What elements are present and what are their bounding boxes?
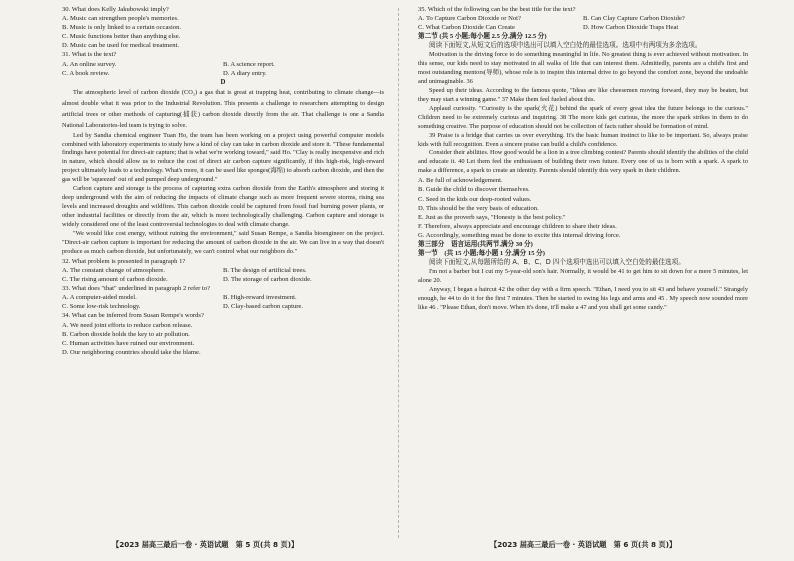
question-33-stem: 33. What does "that" underlined in paragraph 2 refer to? [62,285,211,293]
q31-options-row-2 [62,69,384,78]
q30-option-c: C. Music functions better than anything else. [62,33,181,41]
question-31-stem: 31. What is the text? [62,51,117,59]
column-divider [398,8,399,538]
q34-option-a: A. We need joint efforts to reduce carbon release. [62,321,193,329]
seven-choice-paragraph-2: Speed up their ideas. According to the famous quote, "Ideas are like cheesemen moving forward, they may be beaten, but they may start a winning game." 37 Make them feel fueled about this. [418,86,748,103]
q33-options-row-2 [62,302,384,311]
section-2-title: 第二节 (共 5 小题;每小题 2.5 分,满分 12.5 分) [418,33,547,41]
passage-d-label: D [220,78,226,86]
left-column [62,5,384,357]
q31-option-d: D. A diary entry. [223,69,267,77]
question-30-stem: 30. What does Kelly Jakubowski imply? [62,6,169,13]
choice-option-c: C. Seed in the kids our deep-rooted values. [418,195,532,203]
q34-option-c: C. Human activities have ruined our environment. [62,339,195,347]
choice-option-d: D. This should be the very basis of education. [418,204,539,212]
q30-option-b: B. Music is only linked to a certain occasion. [62,24,182,32]
seven-choice-paragraph-4: 39 Praise is a bridge that carries us over everything. It's the basic human instinct to like to be important. So, always praise kids with full recognition. Even a sincere praise can build a child's confidence. [418,131,748,148]
q33-option-a: A. A computer-aided model. [62,294,137,302]
part-3-title: 第三部分 语言运用(共两节,满分 30 分) [418,240,533,248]
question-32-stem: 32. What problem is presented in paragraph 1? [62,257,186,265]
q33-options-row-1 [62,293,384,302]
q32-option-c: C. The rising amount of carbon dioxide. [62,276,168,284]
choice-option-b: B. Guide the child to discover themselves. [418,186,530,194]
q35-option-c: C. What Carbon Dioxide Can Create [418,24,515,32]
q34-option-d: D. Our neighboring countries should take the blame. [62,348,201,356]
q35-options-row-1 [418,14,748,23]
choice-option-e: E. Just as the proverb says, "Honesty is the best policy." [418,213,566,221]
q31-option-a: A. An online survey. [62,60,117,68]
section-1-instructions: 阅读下面短文,从每题所给的 A、B、C、D 四个选项中选出可以填入空白处的最佳选项。 [429,258,685,267]
seven-choice-paragraph-5: Consider their abilities. How good would be a lion in a tree climbing contest? Parents should identify the abilities of the child and educate it. 40 Let them feel the enthusiasm of building their own future. Every one of us is born with a spark. A spark to make a difference, a spark to create an identity. Parents should identify this very spark in their children. [418,149,748,175]
choice-option-a: A. Be full of acknowledgement. [418,177,503,185]
question-35-stem: 35. Which of the following can be the best title for the text? [418,6,576,13]
right-column [418,5,748,313]
q30-option-a: A. Music can strengthen people's memories. [62,15,179,23]
cloze-paragraph-2: Anyway, I began a haircut 42 the other day with a firm speech. "Ethan, I need you to sit 43 and behave yourself." Strangely enough, he 44 to do it for the first 7 minutes. Then he started to swing his legs and arms and 45 . My speech now sounded more like 46 . "Please Ethan, don't move. When it's done, it'll make a 47 and you shall get some candy." [418,285,748,311]
choice-option-g: G. Accordingly, something must be done to excite this internal driving force. [418,231,621,239]
passage-d-paragraph-3: Carbon capture and storage is the process of capturing extra carbon dioxide from the Earth's atmosphere and storing it deep underground with the aim of reducing the impacts of climate change such as more frequent severe storms, rising sea levels and increased droughts and wildfires. This carbon dioxide could be captured from fossil fuel burning power plants, or other industrial facilities or directly from the air, which is more technologically challenging. Carbon capture and storage is widely considered one of the least controversial technologies to deal with climate change. [62,185,384,229]
seven-choice-paragraph-3: Applaud curiosity. "Curiosity is the spark(火花) behind the spark of every great idea the future belongs to the curious." Children need to be extremely curious and inquiring. 38 The more kids get curious, the more the spark strikes in them to do something creative. The purpose of education should not be collection of facts rather should be formation of mind. [418,104,748,130]
q35-option-a: A. To Capture Carbon Dioxide or Not? [418,15,521,23]
q32-option-b: B. The design of artificial trees. [223,267,307,274]
q32-options-row-1 [62,266,384,275]
section-2-instructions: 阅读下面短文,从短文后的选项中选出可以填入空白处的最佳选项。选项中有两项为多余选项。 [429,41,702,50]
q33-option-c: C. Some low-risk technology. [62,303,141,311]
passage-d-paragraph-1: The atmospheric level of carbon dioxide (CO₂) a gas that is great at trapping heat, contributing to climate change—is almost double what it was prior to the Industrial Revolution. This presents a challenge to researchers attempting to design artificial trees or other methods of capturing(捕获) carbon dioxide directly from the air. That challenge is one a Sandia National Laboratories-led team is trying to solve. [62,88,384,130]
q32-options-row-2 [62,275,384,284]
q35-options-row-2 [418,23,748,32]
q33-option-d: D. Clay-based carbon capture. [223,303,304,311]
q32-option-a: A. The constant change of atmosphere. [62,267,165,274]
question-34-stem: 34. What can be inferred from Susan Rempe's words? [62,312,204,320]
q34-option-b: B. Carbon dioxide holds the key to air pollution. [62,330,190,338]
page-5-footer: 【2023 届高三最后一卷 · 英语试题 第 5 页(共 8 页)】 [112,540,299,549]
q35-option-b: B. Can Clay Capture Carbon Dioxide? [583,15,685,23]
q31-options-row-1 [62,60,384,69]
q32-option-d: D. The storage of carbon dioxide. [223,276,312,284]
q35-option-d: D. How Carbon Dioxide Traps Heat [583,24,679,32]
q31-option-c: C. A book review. [62,69,110,77]
passage-d-paragraph-2: Led by Sandia chemical engineer Tuan Ho, the team has been working on a project using powerful computer models combined with laboratory experiments to study how a kind of clay can take in carbon dioxide and store it. "These fundamental findings have potential for direct-air capture; that is what we're working toward," said Ho. "Clay is really inexpensive and rich in nature, which should allow us to reduce the cost of direct air carbon capture significantly, if this high-risk, high-reward project ultimately leads to a technology. What's more, it can be used like sponges(海绵) to absorb carbon dioxide, and then the gas will be 'squeezed' out of and pumped deep underground." [62,131,384,184]
cloze-paragraph-1: I'm not a barber but I cut my 5-year-old son's hair. Normally, it would be 41 to get him to sit down for a mere 5 minutes, let alone 20. [418,267,748,284]
section-1-title: 第一节 (共 15 小题;每小题 1 分,满分 15 分) [418,250,545,258]
q33-option-b: B. High-reward investment. [223,294,297,302]
passage-d-paragraph-4: "We would like cost energy, without ruining the environment," said Susan Rempe, a Sandia bioengineer on the project. "Direct-air carbon capture is important for reducing the amount of carbon dioxide in the air. We can live in a way that doesn't produce as much carbon dioxide, but unfortunately, we can't control what our neighbors do." [62,230,384,255]
q30-option-d: D. Music can be used for medical treatment. [62,42,179,50]
q31-option-b: B. A science report. [223,60,275,68]
seven-choice-paragraph-1: Motivation is the driving force to do something meaningful in life. No greatest thing is ever achieved without motivation. In this sense, our kids need to stay motivated in all walks of life that can interest them. Admittedly, parents are a child's first and most outstanding mentors(导师), whose role is to inspire this internal drive to go beyond the comfort zone, beyond the undoable and unimaginable. 36 [418,50,748,85]
choice-option-f: F. Therefore, always appreciate and encourage children to share their ideas. [418,222,617,230]
page-6-footer: 【2023 届高三最后一卷 · 英语试题 第 6 页(共 8 页)】 [490,540,677,549]
